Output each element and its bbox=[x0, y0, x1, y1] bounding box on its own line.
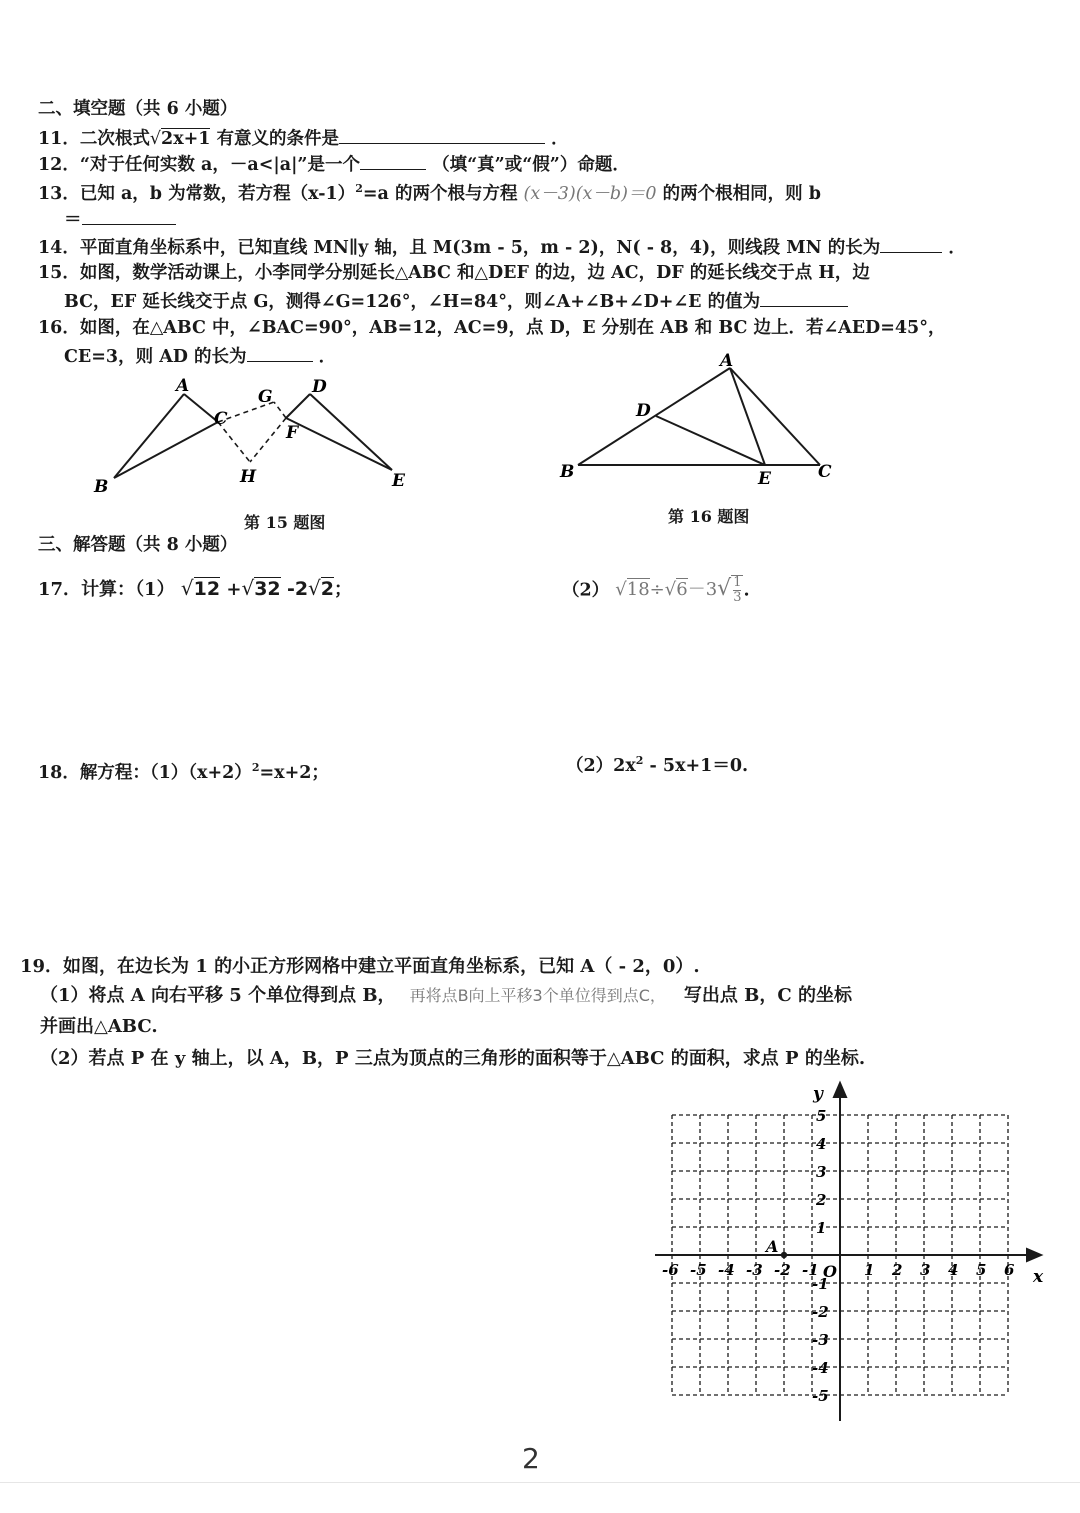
y-tick-label: 5 bbox=[816, 1107, 827, 1125]
q11-number: 11． bbox=[38, 129, 80, 149]
page-number: 2 bbox=[522, 1442, 540, 1475]
q18-sup1: 2 bbox=[251, 761, 260, 774]
point-a-label: A bbox=[766, 1237, 779, 1256]
q19-line2-a: （1）将点 A 向右平移 5 个单位得到点 B， bbox=[40, 985, 396, 1006]
q13-sup: 2 bbox=[355, 182, 363, 195]
q18-lead: 解方程： bbox=[79, 762, 150, 783]
q17-radicand-6: 6 bbox=[676, 579, 688, 601]
q17-radicand-12: 12 bbox=[193, 578, 221, 600]
fig15-label-g: G bbox=[258, 387, 273, 407]
q11-post: 有意义的条件是 bbox=[216, 129, 340, 149]
q11-end: ． bbox=[551, 129, 569, 149]
y-tick-label: 4 bbox=[816, 1135, 827, 1153]
question-17-part1 bbox=[38, 578, 352, 599]
q17-part2-expression: √18÷√6－3√ $\frac{1}{3}$ bbox=[615, 575, 742, 606]
q17-minus-3: －3 bbox=[687, 579, 718, 601]
sqrt-sign: √ bbox=[241, 576, 255, 600]
q13-equals: ＝ bbox=[64, 210, 82, 230]
y-tick-label: -2 bbox=[812, 1303, 829, 1321]
x-tick-label: -2 bbox=[774, 1261, 791, 1279]
q15-answer-blank[interactable] bbox=[760, 292, 848, 307]
q11-pre: 二次根式 bbox=[79, 129, 150, 149]
y-tick-label: 1 bbox=[816, 1219, 827, 1237]
y-axis-label: y bbox=[813, 1084, 823, 1104]
fig15-segment-df bbox=[286, 394, 310, 418]
fig15-label-c: C bbox=[214, 409, 228, 429]
fig16-segment-ab bbox=[578, 368, 730, 465]
fig15-label-b: B bbox=[94, 477, 109, 497]
coordinate-grid[interactable] bbox=[645, 1075, 1055, 1430]
y-axis-arrow-icon bbox=[834, 1083, 846, 1097]
q19-line2-c: 写出点 B，C 的坐标 bbox=[683, 985, 852, 1006]
q14-end: ． bbox=[948, 238, 966, 258]
q14-text: 14．平面直角坐标系中，已知直线 MN∥y 轴，且 M(3m - 5，m - 2)，N( - 8，4)，则线段 MN 的长为 bbox=[38, 238, 881, 258]
fig16-label-b: B bbox=[560, 462, 575, 482]
q11-answer-blank[interactable] bbox=[339, 129, 545, 144]
q13-post: 的两个根相同，则 b bbox=[662, 183, 822, 204]
q13-answer-blank[interactable] bbox=[82, 210, 176, 225]
q11-radicand: 2x+1 bbox=[161, 129, 211, 149]
question-18-part1 bbox=[38, 762, 329, 782]
q17-part2-label: （2） bbox=[562, 580, 610, 601]
question-16-line2 bbox=[64, 347, 336, 367]
x-tick-label: 4 bbox=[948, 1261, 959, 1279]
fig16-label-a: A bbox=[720, 351, 734, 371]
x-tick-label: 3 bbox=[920, 1261, 931, 1279]
q18-part1-b: =x+2； bbox=[259, 762, 329, 783]
q18-part1-a: （1）（x+2） bbox=[149, 762, 252, 783]
fig15-segment-fe bbox=[286, 418, 392, 470]
fig15-label-h: H bbox=[240, 467, 257, 487]
q13-pre: 已知 a，b 为常数，若方程（x-1） bbox=[79, 183, 356, 204]
question-15-line2 bbox=[64, 292, 848, 312]
q17-number: 17． bbox=[38, 579, 82, 600]
x-tick-label: -1 bbox=[802, 1261, 819, 1279]
question-19-line4: （2）若点 P 在 y 轴上，以 A，B，P 三点为顶点的三角形的面积等于△ABC 的面积，求点 P 的坐标. bbox=[40, 1048, 866, 1069]
x-tick-label: 5 bbox=[976, 1261, 987, 1279]
question-14 bbox=[38, 238, 966, 258]
x-tick-label: -5 bbox=[690, 1261, 707, 1279]
fig15-dashed-fg bbox=[274, 402, 286, 418]
question-18-part2 bbox=[566, 755, 748, 775]
fig15-segment-ab bbox=[114, 394, 184, 478]
q18-part2-a: （2）2x bbox=[566, 755, 636, 776]
x-tick-label: -3 bbox=[746, 1261, 763, 1279]
q17-lead: 计算： bbox=[81, 579, 136, 600]
q17-plus: + bbox=[226, 579, 242, 600]
sqrt-sign: √ bbox=[149, 129, 162, 149]
x-axis-arrow-icon bbox=[1027, 1249, 1041, 1261]
fig15-segment-bc bbox=[114, 422, 218, 478]
q17-radicand-2: 2 bbox=[320, 578, 335, 600]
q17-radicand-18: 18 bbox=[626, 579, 650, 601]
x-axis-label: x bbox=[1033, 1267, 1044, 1287]
origin-label: O bbox=[823, 1262, 837, 1281]
question-17-part2 bbox=[562, 575, 750, 606]
x-tick-label: 1 bbox=[864, 1261, 875, 1279]
fig15-label-d: D bbox=[312, 377, 327, 397]
q12-tail: （填“真”或“假”）命题． bbox=[432, 155, 630, 175]
q19-line2-b: 再将点B向上平移3个单位得到点C， bbox=[409, 986, 666, 1005]
y-tick-label: 3 bbox=[816, 1163, 827, 1181]
q18-sup2: 2 bbox=[635, 754, 644, 767]
fig15-segment-ac bbox=[184, 394, 218, 422]
q14-answer-blank[interactable] bbox=[880, 238, 942, 253]
y-tick-label: -4 bbox=[812, 1359, 829, 1377]
q13-mid: =a 的两个根与方程 bbox=[362, 183, 518, 204]
q16-line2-text: CE=3，则 AD 的长为 bbox=[64, 347, 247, 367]
question-19-line3: 并画出△ABC. bbox=[40, 1016, 158, 1037]
fig16-label-c: C bbox=[818, 462, 832, 482]
fig16-segment-de bbox=[656, 416, 765, 465]
q12-number: 12． bbox=[38, 155, 80, 175]
fig15-segment-de bbox=[310, 394, 392, 470]
q15-line2-text: BC，EF 延长线交于点 G，测得∠G=126°，∠H=84°，则∠A+∠B+∠D+∠E 的值为 bbox=[64, 292, 761, 312]
question-15-line1: 15．如图，数学活动课上，小李同学分别延长△ABC 和△DEF 的边，边 AC，DF 的延长线交于点 H，边 bbox=[38, 263, 870, 283]
fig15-label-f: F bbox=[286, 423, 299, 443]
figure-15 bbox=[80, 372, 430, 502]
fig16-segment-ac bbox=[730, 368, 820, 465]
fig15-label-e: E bbox=[392, 471, 405, 491]
y-tick-label: -3 bbox=[812, 1331, 829, 1349]
question-13 bbox=[38, 183, 821, 203]
q16-answer-blank[interactable] bbox=[247, 347, 313, 362]
section-3-title: 三、解答题（共 8 小题） bbox=[38, 535, 238, 555]
sqrt-sign: √ bbox=[180, 576, 194, 600]
x-tick-label: 2 bbox=[892, 1261, 903, 1279]
q13-number: 13． bbox=[38, 183, 80, 204]
x-tick-label: 6 bbox=[1004, 1261, 1015, 1279]
section-2-title: 二、填空题（共 6 小题） bbox=[38, 99, 238, 119]
fig16-segment-ae bbox=[730, 368, 765, 465]
figure-16 bbox=[550, 344, 850, 494]
q18-number: 18． bbox=[38, 762, 80, 783]
q17-part1-label: （1） bbox=[135, 579, 175, 600]
fig15-dashed-fh bbox=[250, 418, 286, 462]
q12-answer-blank[interactable] bbox=[360, 155, 426, 170]
figure-16-caption: 第 16 题图 bbox=[668, 507, 750, 526]
q17-fraction-numerator: 1 bbox=[733, 575, 742, 590]
question-11 bbox=[38, 129, 569, 149]
q13-equation: (x－3)(x－b)＝0 bbox=[523, 183, 657, 204]
fig15-label-a: A bbox=[176, 376, 190, 396]
q12-text: “对于任何实数 a，－a<|a|”是一个 bbox=[79, 155, 360, 175]
y-tick-label: -1 bbox=[812, 1275, 829, 1293]
point-a-dot bbox=[781, 1252, 787, 1258]
y-tick-label: 2 bbox=[816, 1191, 827, 1209]
fig16-label-e: E bbox=[758, 469, 771, 489]
x-tick-label: -6 bbox=[662, 1261, 679, 1279]
q16-end: ． bbox=[318, 347, 337, 367]
figure-15-caption: 第 15 题图 bbox=[244, 513, 326, 532]
q17-divide: ÷ bbox=[649, 579, 665, 601]
q17-minus-2: -2 bbox=[286, 578, 309, 600]
question-19-line1: 19．如图，在边长为 1 的小正方形网格中建立平面直角坐标系，已知 A（ - 2，0）. bbox=[20, 956, 700, 977]
q17-semicolon: ； bbox=[334, 579, 353, 600]
y-tick-label: -5 bbox=[812, 1387, 829, 1405]
q17-fraction bbox=[731, 575, 743, 606]
q17-fraction-denominator: 3 bbox=[733, 590, 742, 606]
question-19-line2 bbox=[40, 987, 852, 1005]
fig16-label-d: D bbox=[636, 401, 651, 421]
sqrt-sign: √ bbox=[308, 576, 321, 600]
page-footer-divider bbox=[0, 1482, 1080, 1483]
x-tick-label: -4 bbox=[718, 1261, 735, 1279]
question-13-line2 bbox=[64, 210, 176, 230]
q18-part2-b: - 5x+1＝0. bbox=[643, 755, 749, 776]
q17-period: . bbox=[743, 580, 750, 601]
question-16-line1: 16．如图，在△ABC 中，∠BAC=90°，AB=12，AC=9，点 D，E 分别在 AB 和 BC 边上．若∠AED=45°， bbox=[38, 318, 946, 338]
q17-radicand-32: 32 bbox=[254, 578, 281, 600]
question-12 bbox=[38, 155, 630, 175]
